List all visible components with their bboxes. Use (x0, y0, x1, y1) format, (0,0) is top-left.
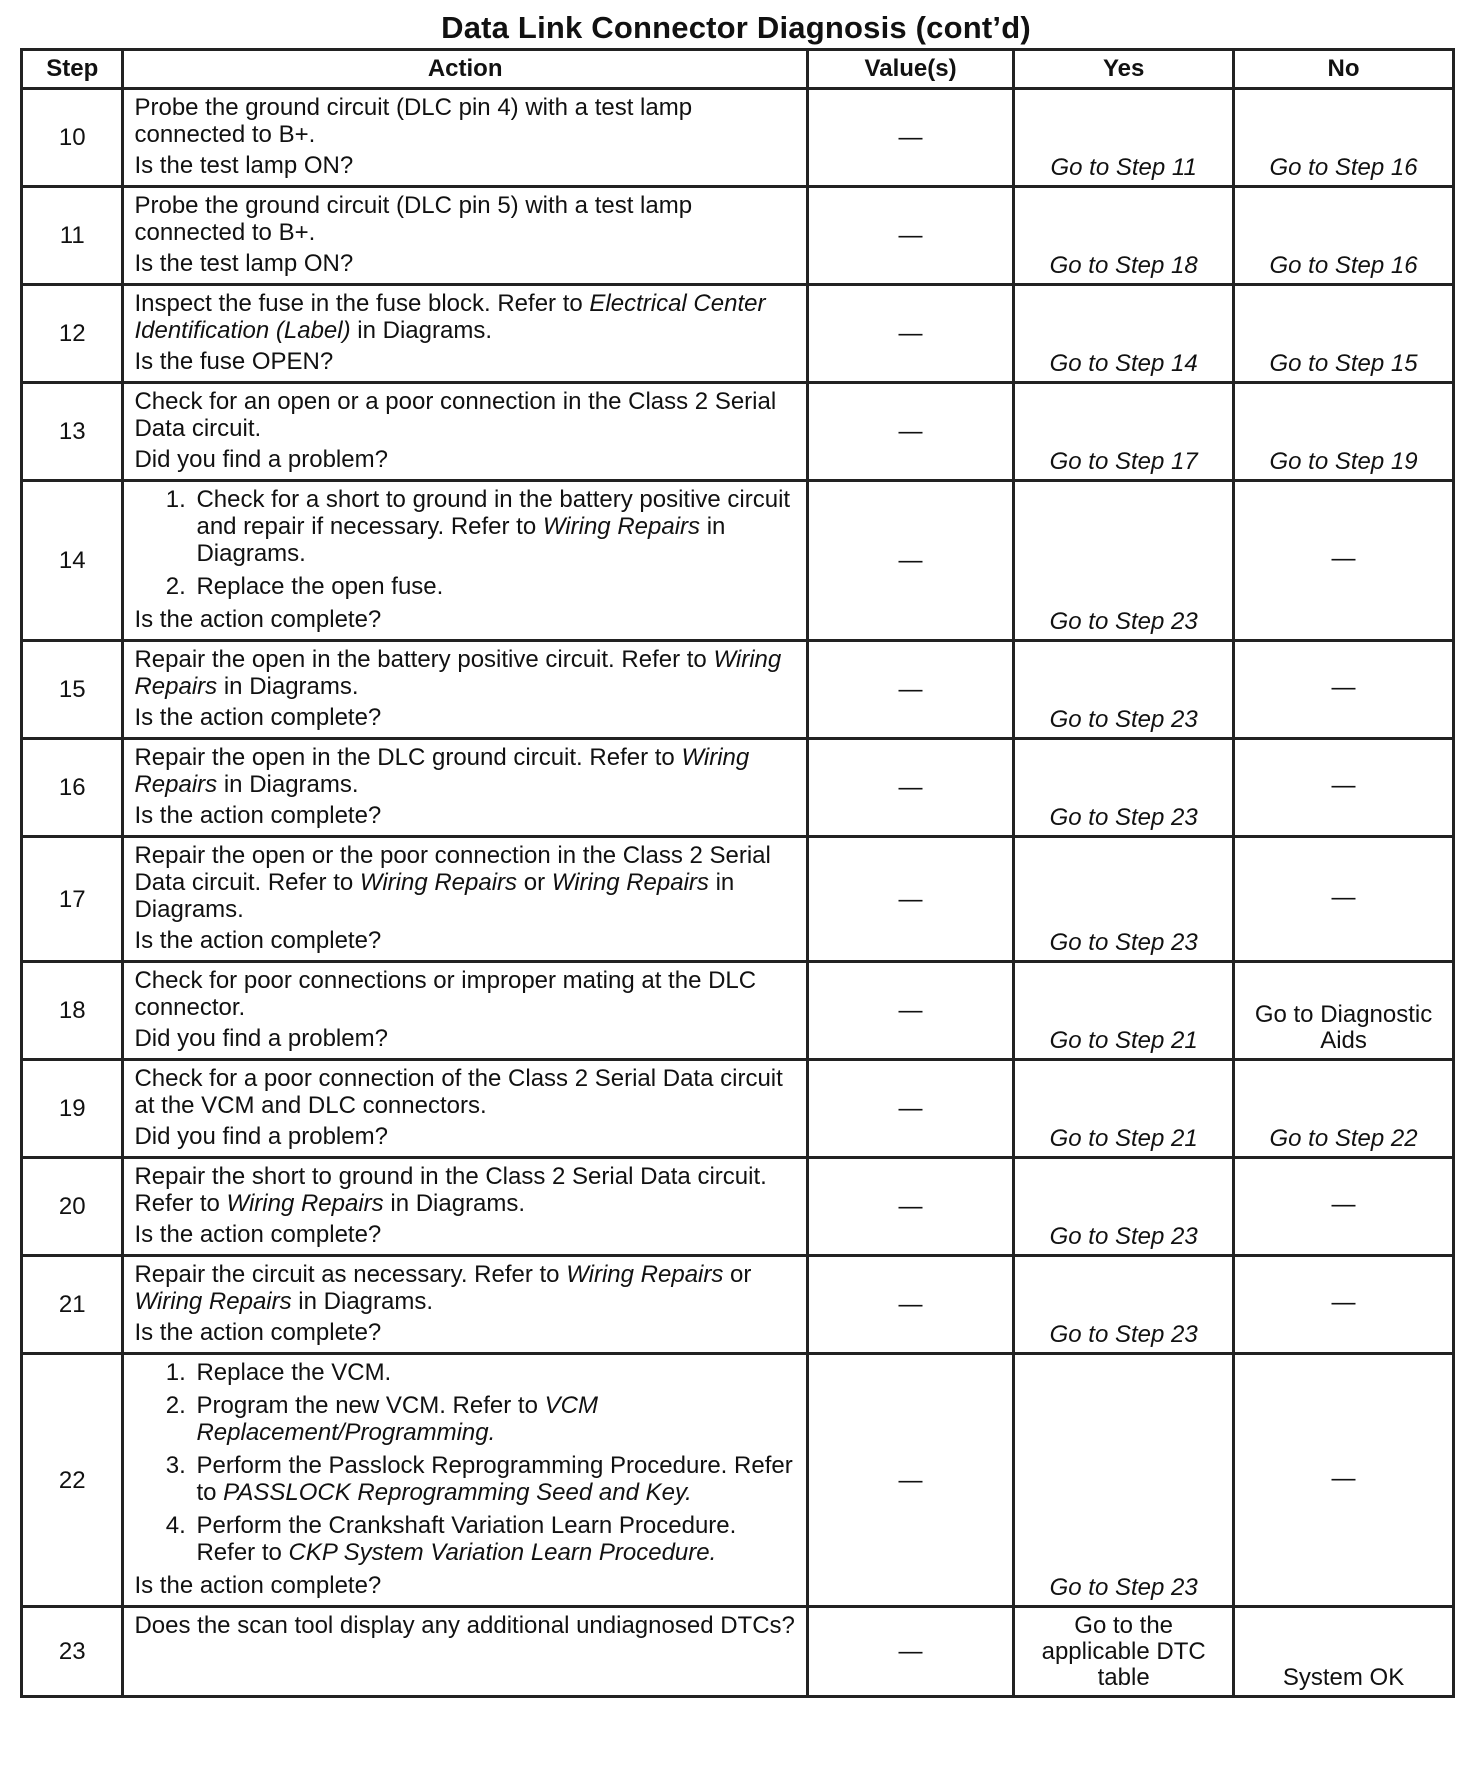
table-row (22, 962, 1454, 1060)
action-description (134, 192, 797, 246)
table-body (22, 89, 1454, 1697)
action-text: Check for a short to ground in the battery positive circuit and repair if necessary. Refer to (196, 486, 791, 540)
action-cell (123, 89, 807, 187)
action-cell (123, 1256, 807, 1354)
step-number: 12 (22, 285, 123, 383)
reference-text: Wiring Repairs (226, 1190, 384, 1217)
action-text: Inspect the fuse in the fuse block. Refer to (134, 290, 590, 317)
reference-text: Wiring Repairs (134, 646, 782, 700)
reference-text: CKP System Variation Learn Procedure. (288, 1539, 717, 1566)
yes-cell: Go to Step 23 (1014, 641, 1234, 739)
yes-cell: Go to Step 23 (1014, 481, 1234, 641)
reference-text: Wiring Repairs (134, 1288, 292, 1315)
step-number: 13 (22, 383, 123, 481)
action-steps-list (134, 486, 797, 600)
action-steps-list (134, 1359, 797, 1566)
action-step-item (192, 573, 797, 600)
action-question: Is the action complete? (134, 704, 382, 731)
no-cell: Go to Step 22 (1234, 1060, 1454, 1158)
action-description (134, 646, 797, 700)
action-text: in Diagrams. (196, 513, 726, 567)
table-row (22, 187, 1454, 285)
table-row (22, 641, 1454, 739)
yes-cell: Go to the applicable DTC table (1014, 1607, 1234, 1697)
reference-text: Wiring Repairs (566, 1261, 724, 1288)
action-question: Is the action complete? (134, 927, 382, 954)
action-text: Perform the Passlock Reprogramming Procedure. Refer to (196, 1452, 793, 1506)
step-number: 18 (22, 962, 123, 1060)
action-description (134, 388, 797, 442)
value-cell: — (807, 187, 1013, 285)
header-step: Step (22, 50, 123, 89)
action-text: Program the new VCM. Refer to (196, 1392, 545, 1419)
step-number: 22 (22, 1354, 123, 1607)
action-description (134, 1612, 797, 1639)
yes-cell: Go to Step 21 (1014, 962, 1234, 1060)
action-question: Did you find a problem? (134, 1123, 388, 1150)
action-cell (123, 383, 807, 481)
value-cell: — (807, 1060, 1013, 1158)
step-number: 20 (22, 1158, 123, 1256)
action-text: in Diagrams. (217, 771, 359, 798)
table-row (22, 1158, 1454, 1256)
no-cell: — (1234, 641, 1454, 739)
action-text: Perform the Crankshaft Variation Learn Procedure. Refer to (196, 1512, 737, 1566)
action-cell (123, 1354, 807, 1607)
table-row (22, 837, 1454, 962)
value-cell: — (807, 962, 1013, 1060)
action-text: Does the scan tool display any additional undiagnosed DTCs? (134, 1612, 795, 1639)
header-action: Action (123, 50, 807, 89)
action-description (134, 1261, 797, 1315)
action-text: Repair the short to ground in the Class 2 Serial Data circuit. Refer to (134, 1163, 767, 1217)
reference-text: Wiring Repairs (134, 744, 750, 798)
action-question: Is the action complete? (134, 1572, 382, 1599)
yes-cell: Go to Step 14 (1014, 285, 1234, 383)
action-question: Is the test lamp ON? (134, 250, 354, 277)
action-text: Repair the circuit as necessary. Refer to (134, 1261, 567, 1288)
header-yes: Yes (1014, 50, 1234, 89)
action-cell (123, 1607, 807, 1697)
action-text: or (517, 869, 552, 896)
action-step-item (192, 1359, 797, 1386)
step-number: 17 (22, 837, 123, 962)
value-cell: — (807, 383, 1013, 481)
no-cell: — (1234, 1158, 1454, 1256)
yes-cell: Go to Step 17 (1014, 383, 1234, 481)
action-description (134, 1163, 797, 1217)
table-row (22, 1607, 1454, 1697)
action-cell (123, 739, 807, 837)
value-cell: — (807, 1607, 1013, 1697)
action-cell (123, 962, 807, 1060)
reference-text: VCM Replacement/Programming. (196, 1392, 598, 1446)
step-number: 19 (22, 1060, 123, 1158)
action-description (134, 842, 797, 923)
action-text: Probe the ground circuit (DLC pin 5) with a test lamp connected to B+. (134, 192, 693, 246)
table-row (22, 739, 1454, 837)
action-question: Is the action complete? (134, 606, 382, 633)
action-text: Check for an open or a poor connection in the Class 2 Serial Data circuit. (134, 388, 777, 442)
action-cell (123, 285, 807, 383)
action-question: Did you find a problem? (134, 1025, 388, 1052)
action-description (134, 744, 797, 798)
action-step-item (192, 1392, 797, 1446)
yes-cell: Go to Step 18 (1014, 187, 1234, 285)
reference-text: Electrical Center Identification (Label) (134, 290, 766, 344)
header-values: Value(s) (807, 50, 1013, 89)
table-row (22, 285, 1454, 383)
step-number: 14 (22, 481, 123, 641)
step-number: 21 (22, 1256, 123, 1354)
table-header-row (22, 50, 1454, 89)
reference-text: Wiring Repairs (542, 513, 701, 540)
action-text: Replace the open fuse. (196, 573, 444, 600)
value-cell: — (807, 837, 1013, 962)
no-cell: Go to Step 15 (1234, 285, 1454, 383)
no-cell: — (1234, 481, 1454, 641)
table-row (22, 383, 1454, 481)
value-cell: — (807, 1256, 1013, 1354)
no-cell: Go to Step 16 (1234, 89, 1454, 187)
action-question: Is the test lamp ON? (134, 152, 354, 179)
action-description (134, 1065, 797, 1119)
action-text: in Diagrams. (291, 1288, 434, 1315)
diagnosis-table (20, 48, 1455, 1698)
no-cell: System OK (1234, 1607, 1454, 1697)
value-cell: — (807, 641, 1013, 739)
action-text: Replace the VCM. (196, 1359, 392, 1386)
action-cell (123, 1158, 807, 1256)
value-cell: — (807, 89, 1013, 187)
action-text: or (723, 1261, 752, 1288)
step-number: 15 (22, 641, 123, 739)
no-cell: Go to Step 16 (1234, 187, 1454, 285)
action-text: Check for a poor connection of the Class 2 Serial Data circuit at the VCM and DLC connectors. (134, 1065, 783, 1119)
yes-cell: Go to Step 23 (1014, 1256, 1234, 1354)
step-number: 16 (22, 739, 123, 837)
action-text: in Diagrams. (383, 1190, 526, 1217)
reference-text: Wiring Repairs (551, 869, 709, 896)
no-cell: — (1234, 1354, 1454, 1607)
action-cell (123, 837, 807, 962)
value-cell: — (807, 285, 1013, 383)
action-text: Check for poor connections or improper mating at the DLC connector. (134, 967, 757, 1021)
action-cell (123, 481, 807, 641)
no-cell: — (1234, 1256, 1454, 1354)
action-cell (123, 641, 807, 739)
action-text: Repair the open in the battery positive circuit. Refer to (134, 646, 714, 673)
action-step-item (192, 486, 797, 567)
yes-cell: Go to Step 11 (1014, 89, 1234, 187)
value-cell: — (807, 1354, 1013, 1607)
action-cell (123, 187, 807, 285)
action-description (134, 290, 797, 344)
action-step-item (192, 1512, 797, 1566)
table-row (22, 481, 1454, 641)
action-text: Repair the open in the DLC ground circuit. Refer to (134, 744, 682, 771)
no-cell: Go to Step 19 (1234, 383, 1454, 481)
yes-cell: Go to Step 23 (1014, 1354, 1234, 1607)
action-question: Is the action complete? (134, 802, 382, 829)
value-cell: — (807, 739, 1013, 837)
yes-cell: Go to Step 23 (1014, 837, 1234, 962)
page-title: Data Link Connector Diagnosis (cont’d) (441, 10, 1031, 45)
action-text: in Diagrams. (134, 869, 735, 923)
step-number: 23 (22, 1607, 123, 1697)
action-question: Is the fuse OPEN? (134, 348, 334, 375)
action-text: in Diagrams. (350, 317, 492, 344)
action-text: in Diagrams. (217, 673, 359, 700)
action-description (134, 94, 797, 148)
header-no: No (1234, 50, 1454, 89)
table-row (22, 1060, 1454, 1158)
action-step-item (192, 1452, 797, 1506)
no-cell: Go to Diagnostic Aids (1234, 962, 1454, 1060)
action-question: Is the action complete? (134, 1319, 382, 1346)
value-cell: — (807, 1158, 1013, 1256)
no-cell: — (1234, 739, 1454, 837)
table-row (22, 1354, 1454, 1607)
step-number: 10 (22, 89, 123, 187)
action-description (134, 967, 797, 1021)
table-row (22, 89, 1454, 187)
yes-cell: Go to Step 23 (1014, 1158, 1234, 1256)
no-cell: — (1234, 837, 1454, 962)
action-question: Is the action complete? (134, 1221, 382, 1248)
action-cell (123, 1060, 807, 1158)
reference-text: Wiring Repairs (359, 869, 518, 896)
yes-cell: Go to Step 21 (1014, 1060, 1234, 1158)
action-text: Repair the open or the poor connection in the Class 2 Serial Data circuit. Refer to (134, 842, 771, 896)
table-row (22, 1256, 1454, 1354)
reference-text: PASSLOCK Reprogramming Seed and Key. (223, 1479, 692, 1506)
step-number: 11 (22, 187, 123, 285)
value-cell: — (807, 481, 1013, 641)
action-text: Probe the ground circuit (DLC pin 4) with a test lamp connected to B+. (134, 94, 693, 148)
action-question: Did you find a problem? (134, 446, 388, 473)
yes-cell: Go to Step 23 (1014, 739, 1234, 837)
